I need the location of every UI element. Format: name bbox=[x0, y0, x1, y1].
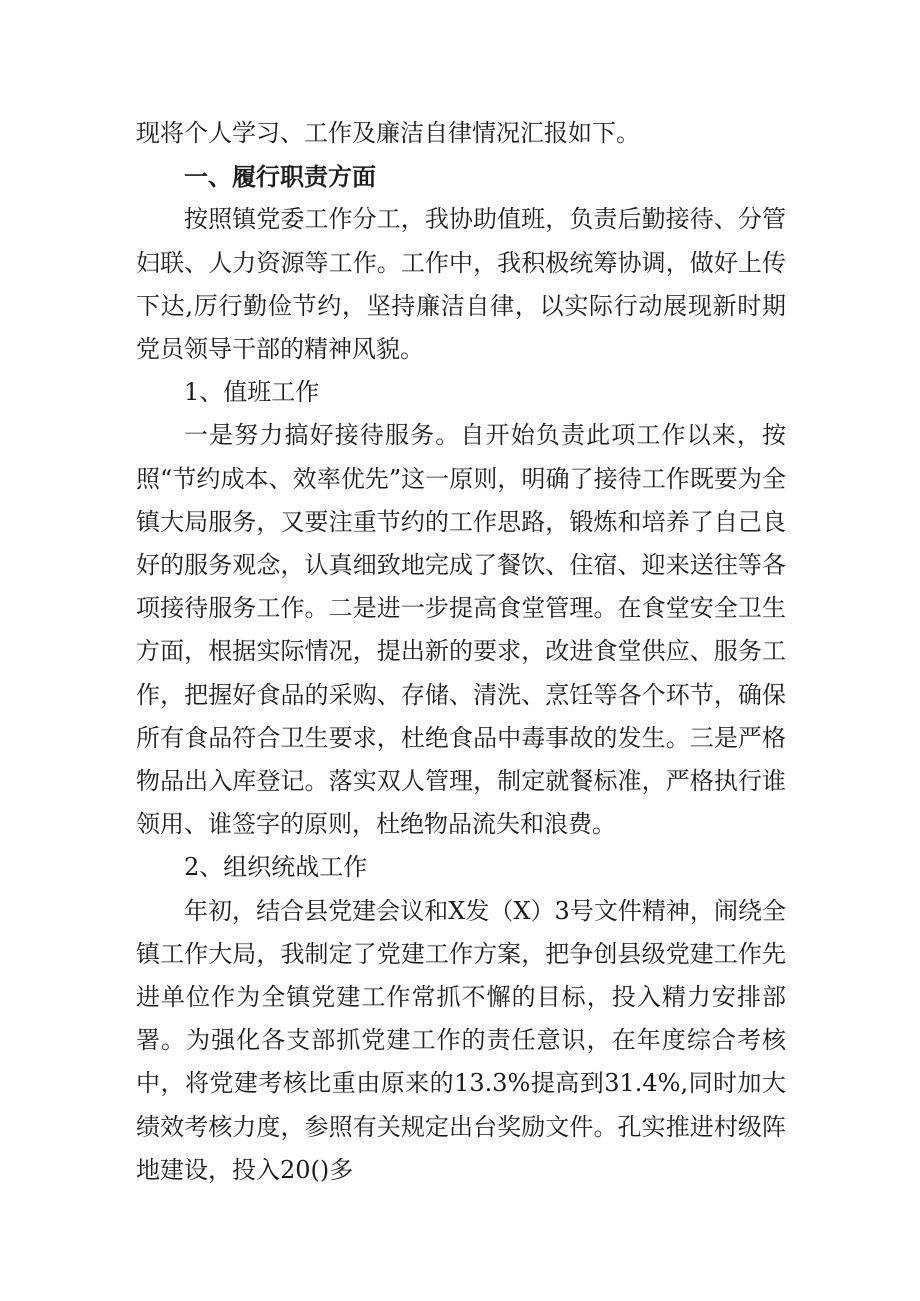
paragraph-organization-work: 年初，结合县党建会议和X发（X）3号文件精神，闹绕全镇工作大局，我制定了党建工作方案，把争创县级党建工作先进单位作为全镇党建工作常抓不懈的目标，投入精力安排部署。为强化各支部抓党建工作的责任意识，在年度综合考核中，将党建考核比重由原来的13.3%提高到31.4%,同时加大绩效考核力度，参照有关规定出台奖励文件。孔实推进村级阵地建设，投入20()多 bbox=[136, 896, 786, 1184]
subheading-duty-work: 1、值班工作 bbox=[184, 378, 320, 407]
intro-paragraph: 现将个人学习、工作及廉洁自律情况汇报如下。 bbox=[136, 119, 640, 147]
subheading-organization-work: 2、组织统战工作 bbox=[184, 853, 368, 882]
paragraph-duty-work: 一是努力搞好接待服务。自开始负责此项工作以来，按照“节约成本、效率优先”这一原则，明确了接待工作既要为全镇大局服务，又要注重节约的工作思路，锻炼和培养了自己良好的服务观念，认真细致地完成了餐饮、住宿、迎来送往等各项接待服务工作。二是进一步提高食堂管理。在食堂安全卫生方面，根据实际情况，提出新的要求，改进食堂供应、服务工作，把握好食品的采购、存储、清洗、烹饪等各个环节，确保所有食品符合卫生要求，杜绝食品中毒事故的发生。三是严格物品出入库登记。落实双人管理，制定就餐标准，严格执行谁领用、谁签字的原则，杜绝物品流失和浪费。 bbox=[136, 421, 786, 839]
document-body bbox=[136, 112, 786, 1192]
section-heading-duties: 一、履行职责方面 bbox=[184, 162, 376, 192]
paragraph-duties-overview: 按照镇党委工作分工，我协助值班，负责后勤接待、分管妇联、人力资源等工作。工作中，我积极统筹协调，做好上传下达,厉行勤俭节约，坚持廉洁自律，以实际行动展现新时期党员领导干部的精神风貌。 bbox=[136, 205, 786, 364]
